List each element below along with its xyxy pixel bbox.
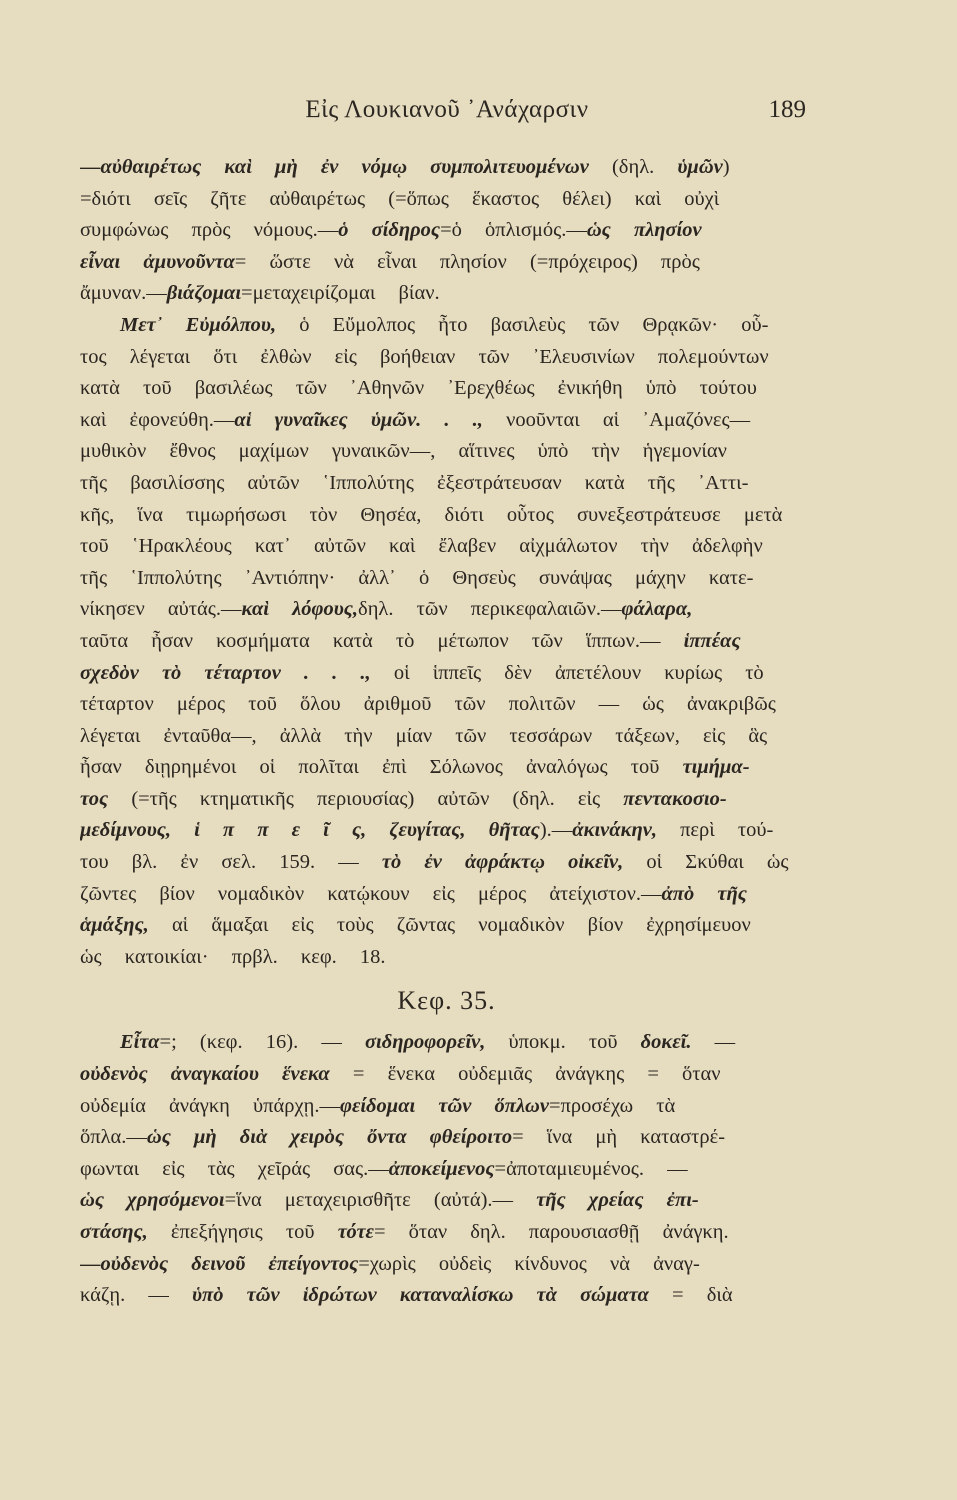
- running-head: [82, 96, 812, 136]
- lemma: φάλαρα,: [621, 598, 693, 621]
- text-line: [80, 784, 813, 816]
- text-line: [80, 1154, 813, 1186]
- text-line: [80, 942, 813, 974]
- gloss: =χωρὶς οὐδεὶς κίνδυνος νὰ ἀναγ-: [358, 1252, 700, 1275]
- gloss: δηλ. τῶν περικεφαλαιῶν.—: [358, 598, 622, 621]
- text-line: [80, 342, 813, 374]
- gloss: ὅπλα.—: [80, 1126, 147, 1149]
- text-line: [80, 658, 813, 690]
- text-line: [80, 1122, 813, 1154]
- text-line: [80, 815, 813, 847]
- gloss: νίκησεν αὐτάς.—: [80, 598, 242, 621]
- text-line: [80, 1185, 813, 1217]
- text-line: [80, 1280, 813, 1312]
- chapter-heading: Κεφ. 35.: [397, 986, 496, 1016]
- lemma: στάσης,: [80, 1221, 148, 1243]
- running-title: Εἰς Λουκιανοῦ ᾿Ανάχαρσιν: [305, 96, 589, 123]
- text-line: [80, 310, 813, 342]
- gloss: συμφώνως πρὸς νόμους.—: [80, 219, 339, 242]
- gloss: οὐδεμία ἀνάγκη ὑπάρχῃ.—: [80, 1094, 340, 1117]
- gloss: τέταρτον μέρος τοῦ ὅλου ἀριθμοῦ τῶν πολιτῶν — ὡς ἀνακριβῶς: [80, 693, 776, 716]
- gloss: του βλ. ἐν σελ. 159. —: [80, 851, 382, 874]
- text-line: [80, 847, 813, 879]
- lemma: —οὐδενὸς δεινοῦ ἐπείγοντος: [80, 1252, 359, 1275]
- text-line: [80, 405, 813, 437]
- lemma: ὡς πλησίον: [586, 219, 702, 242]
- body-text: [80, 152, 813, 1312]
- lemma: ὡς μὴ διὰ χειρὸς ὄντα φθείροιτο: [146, 1126, 513, 1149]
- lemma: Εἶτα: [120, 1031, 160, 1054]
- text-line: [80, 626, 813, 658]
- gloss: ζῶντες βίον νομαδικὸν κατῴκουν εἰς μέρος ἀτείχιστον.—: [80, 882, 662, 905]
- lemma: —αὐθαιρέτως καὶ μὴ ἐν νόμῳ συμπολιτευομένων: [80, 156, 589, 178]
- gloss: κάζῃ. —: [80, 1284, 192, 1307]
- lemma: ὑπὸ τῶν ἱδρώτων καταναλίσκω τὰ σώματα: [191, 1284, 649, 1307]
- text-line: [80, 152, 813, 184]
- text-line: [80, 689, 813, 721]
- gloss: ἦσαν διῃρημένοι οἱ πολῖται ἐπὶ Σόλωνος ἀναλόγως τοῦ: [80, 756, 683, 779]
- text-line: [80, 500, 813, 532]
- text-line: [80, 594, 813, 626]
- text-line: [80, 563, 813, 595]
- gloss: τοῦ ῾Ηρακλέους κατ᾿ αὐτῶν καὶ ἔλαβεν αἰχμάλωτον τὴν ἀδελφὴν: [80, 535, 763, 558]
- gloss: =διότι σεῖς ζῆτε αὐθαιρέτως (=ὅπως ἕκαστος θέλει) καὶ οὐχὶ: [80, 187, 720, 210]
- text-line: [80, 436, 813, 468]
- text-line: [80, 1059, 813, 1091]
- lemma: ὡς χρησόμενοι: [80, 1189, 225, 1212]
- text-line: [80, 531, 813, 563]
- gloss: = ὅταν δηλ. παρουσιασθῇ ἀνάγκη.: [373, 1221, 729, 1243]
- gloss: ταῦτα ἦσαν κοσμήματα κατὰ τὸ μέτωπον τῶν ἵππων.—: [80, 629, 684, 652]
- page-number: 189: [768, 96, 806, 123]
- lemma: ἀπὸ τῆς: [661, 882, 747, 905]
- lemma: σχεδὸν τὸ τέταρτον . . .,: [80, 661, 371, 684]
- lemma: αἱ γυναῖκες ὑμῶν. . .,: [234, 408, 483, 431]
- gloss: ἐπεξήγησις τοῦ: [147, 1221, 338, 1243]
- text-line: [80, 278, 813, 310]
- text-line: [80, 910, 813, 942]
- lemma: τος: [80, 787, 109, 810]
- lemma: τότε: [337, 1221, 374, 1243]
- gloss: ).—: [539, 819, 573, 842]
- lemma: ἁμάξης,: [80, 914, 149, 937]
- lemma: ἀκινάκην,: [572, 819, 657, 842]
- lemma: φείδομαι τῶν ὅπλων: [339, 1094, 549, 1117]
- gloss: κῆς, ἵνα τιμωρήσωσι τὸν Θησέα, διότι οὗτος συνεξεστράτευσε μετὰ: [80, 503, 783, 526]
- lemma: βιάζομαι: [166, 282, 242, 305]
- gloss: λέγεται ἐνταῦθα—, ἀλλὰ τὴν μίαν τῶν τεσσάρων τάξεων, εἰς ἃς: [80, 724, 768, 747]
- gloss: =; (κεφ. 16). —: [159, 1031, 365, 1054]
- gloss: νοοῦνται αἱ ᾿Αμαζόνες—: [482, 408, 751, 431]
- gloss: =ἀποταμιευμένος. —: [494, 1157, 688, 1180]
- gloss: μυθικὸν ἔθνος μαχίμων γυναικῶν—, αἵτινες ὑπὸ τὴν ἡγεμονίαν: [80, 440, 727, 463]
- lemma: εἶναι ἀμυνοῦντα: [80, 250, 235, 273]
- lemma: οὐδενὸς ἀναγκαίου ἕνεκα: [80, 1063, 330, 1086]
- commentary-block-2: [80, 1027, 813, 1311]
- gloss: ὁ Εὔμολπος ἦτο βασιλεὺς τῶν Θρᾳκῶν· οὗ-: [276, 313, 769, 336]
- lemma: σιδηροφορεῖν,: [364, 1031, 486, 1054]
- lemma: ἀποκείμενος: [388, 1157, 495, 1180]
- text-line: [80, 1249, 813, 1281]
- lemma: δοκεῖ.: [640, 1031, 692, 1054]
- text-line: [80, 752, 813, 784]
- text-line: [80, 1217, 813, 1249]
- gloss: τῆς ῾Ιππολύτης ᾿Αντιόπην· ἀλλ᾿ ὁ Θησεὺς συνάψας μάχην κατε-: [80, 566, 754, 589]
- gloss: = ἵνα μὴ καταστρέ-: [512, 1126, 726, 1149]
- gloss: =προσέχω τὰ: [548, 1094, 676, 1117]
- gloss: αἱ ἅμαξαι εἰς τοὺς ζῶντας νομαδικὸν βίον ἐχρησίμευον: [148, 914, 751, 937]
- gloss: ὑποκμ. τοῦ: [485, 1031, 641, 1054]
- gloss: —: [691, 1031, 736, 1054]
- lemma: τὸ ἐν ἀφράκτῳ οἰκεῖν,: [381, 851, 624, 874]
- text-line: [80, 1091, 813, 1123]
- text-line: [80, 1027, 813, 1059]
- gloss: κατὰ τοῦ βασιλέως τῶν ᾿Αθηνῶν ᾿Ερεχθέως ἐνικήθη ὑπὸ τούτου: [80, 377, 757, 400]
- lemma: καὶ λόφους,: [241, 598, 359, 621]
- lemma: ὑμῶν: [677, 156, 723, 178]
- lemma: ὁ σίδηρος: [338, 219, 441, 242]
- lemma: πεντακοσιο-: [623, 787, 727, 810]
- lemma: ἱππέας: [683, 629, 741, 652]
- gloss: = διὰ: [648, 1284, 733, 1307]
- text-line: [80, 247, 813, 279]
- gloss: =ἵνα μεταχειρισθῆτε (αὐτά).—: [224, 1189, 537, 1212]
- gloss: οἱ ἱππεῖς δὲν ἀπετέλουν κυρίως τὸ: [370, 661, 764, 684]
- gloss: =μεταχειρίζομαι βίαν.: [241, 282, 440, 305]
- lemma: μεδίμνους, ἱ π π ε ῖ ς, ζευγίτας, θῆτας: [80, 819, 540, 842]
- gloss: ἄμυναν.—: [80, 282, 167, 305]
- text-line: [80, 879, 813, 911]
- gloss: τῆς βασιλίσσης αὐτῶν ῾Ιππολύτης ἐξεστράτευσαν κατὰ τῆς ᾿Αττι-: [80, 471, 749, 494]
- lemma: τιμήμα-: [682, 756, 750, 779]
- lemma: τῆς χρείας ἐπι-: [536, 1189, 699, 1212]
- gloss: ): [722, 156, 730, 178]
- lemma: Μετ᾿ Εὐμόλπου,: [120, 313, 277, 336]
- text-line: [80, 373, 813, 405]
- commentary-block-1: [80, 152, 813, 973]
- gloss: = ἕνεκα οὐδεμιᾶς ἀνάγκης = ὅταν: [329, 1063, 721, 1086]
- text-line: [80, 721, 813, 753]
- gloss: καὶ ἐφονεύθη.—: [80, 408, 235, 431]
- gloss: (=τῆς κτηματικῆς περιουσίας) αὐτῶν (δηλ. εἰς: [108, 787, 624, 810]
- gloss: οἱ Σκύθαι ὡς: [623, 851, 789, 874]
- gloss: τος λέγεται ὅτι ἐλθὼν εἰς βοήθειαν τῶν ᾿Ελευσινίων πολεμούντων: [80, 345, 769, 368]
- gloss: (δηλ.: [588, 156, 678, 178]
- text-line: [80, 468, 813, 500]
- gloss: =ὁ ὁπλισμός.—: [440, 219, 587, 242]
- gloss: περὶ τού-: [656, 819, 774, 842]
- gloss: φωνται εἰς τὰς χεῖράς σας.—: [80, 1157, 389, 1180]
- gloss: = ὥστε νὰ εἶναι πλησίον (=πρόχειρος) πρὸς: [234, 250, 700, 273]
- gloss: ὡς κατοικίαι· πρβλ. κεφ. 18.: [80, 945, 386, 968]
- text-line: [80, 215, 813, 247]
- text-line: [80, 184, 813, 216]
